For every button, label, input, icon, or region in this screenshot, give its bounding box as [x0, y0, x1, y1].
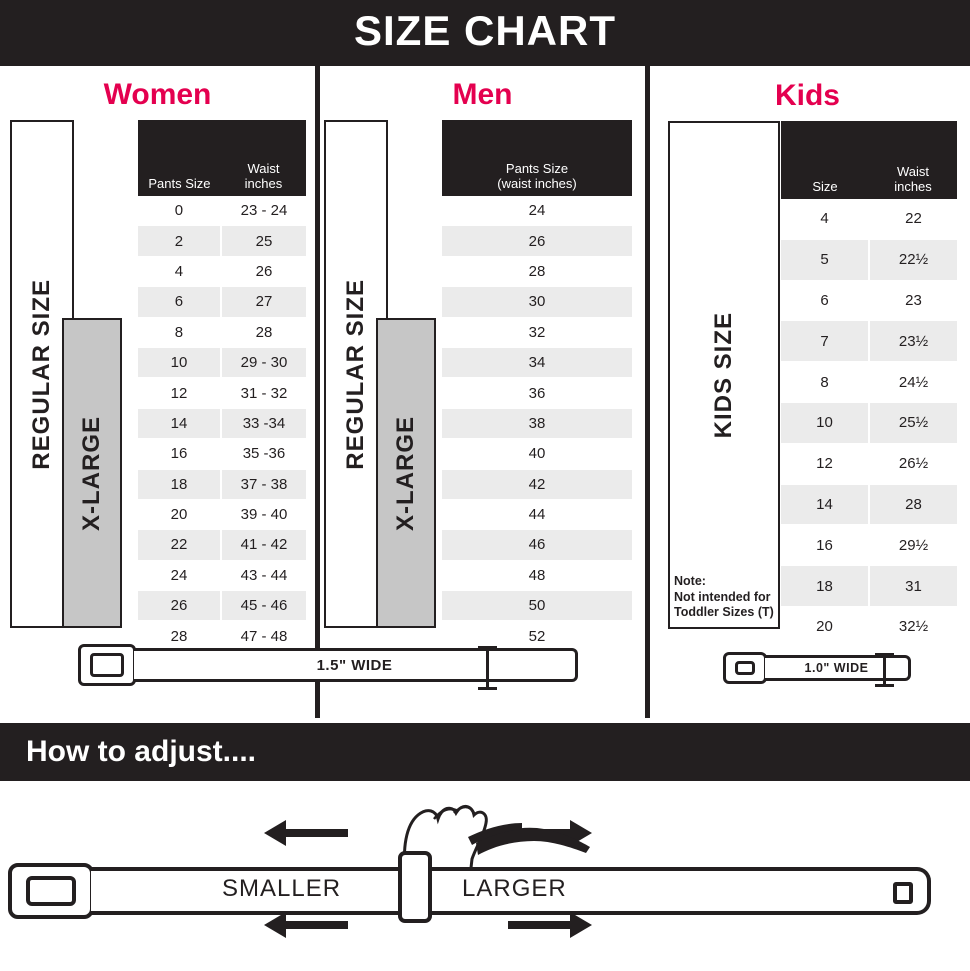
table-row [138, 256, 306, 286]
kids-belt-width-label: 1.0" WIDE [804, 661, 869, 675]
table-row [442, 256, 632, 286]
women-waist-3: 27 [221, 287, 306, 317]
women-table-body [138, 196, 306, 651]
men-size-13: 50 [442, 591, 632, 621]
table-row [442, 347, 632, 377]
men-size-10: 44 [442, 499, 632, 529]
kids-table-wrap [668, 121, 964, 636]
men-table-header-row [442, 120, 632, 196]
table-row [138, 499, 306, 529]
men-table-wrap [324, 120, 632, 645]
table-row [442, 226, 632, 256]
men-size-8: 40 [442, 439, 632, 469]
table-row [138, 347, 306, 377]
kids-waist-3: 23½ [869, 321, 957, 362]
kids-note [674, 574, 774, 621]
women-header-waist [221, 120, 306, 196]
women-size-10: 20 [138, 499, 221, 529]
women-header-waist-line2: inches [244, 176, 283, 192]
women-waist-0: 23 - 24 [221, 196, 306, 226]
men-size-11: 46 [442, 530, 632, 560]
table-row [138, 530, 306, 560]
kids-belt-buckle-icon [723, 652, 767, 684]
table-row [138, 591, 306, 621]
kids-size-text: KIDS SIZE [710, 311, 737, 439]
women-size-7: 14 [138, 408, 221, 438]
kids-size-3: 7 [781, 321, 869, 362]
women-waist-12: 43 - 44 [221, 560, 306, 590]
adult-belt-width-label: 1.5" WIDE [316, 656, 393, 674]
adjust-header [0, 718, 970, 781]
kids-size-10: 20 [781, 606, 869, 647]
women-size-14: 28 [138, 621, 221, 651]
women-size-5: 10 [138, 347, 221, 377]
men-size-3: 30 [442, 287, 632, 317]
women-size-8: 16 [138, 439, 221, 469]
men-header-pants-size [442, 120, 632, 196]
table-row [442, 196, 632, 226]
women-size-3: 6 [138, 287, 221, 317]
women-xlarge-label [62, 318, 122, 628]
women-size-2: 4 [138, 256, 221, 286]
table-row [781, 280, 957, 321]
kids-size-1: 5 [781, 239, 869, 280]
kids-waist-10: 32½ [869, 606, 957, 647]
kids-note-line3: Toddler Sizes (T) [674, 605, 774, 620]
women-size-table [138, 120, 306, 652]
table-row [442, 439, 632, 469]
men-table-body [442, 196, 632, 651]
women-waist-1: 25 [221, 226, 306, 256]
page-header [0, 0, 970, 66]
women-table-wrap [10, 120, 306, 645]
kids-size-4: 8 [781, 362, 869, 403]
men-size-table [442, 120, 632, 652]
women-waist-6: 31 - 32 [221, 378, 306, 408]
kids-table-body [781, 199, 957, 647]
table-row [442, 591, 632, 621]
kids-waist-4: 24½ [869, 362, 957, 403]
women-size-6: 12 [138, 378, 221, 408]
women-waist-2: 26 [221, 256, 306, 286]
women-size-4: 8 [138, 317, 221, 347]
table-row [781, 566, 957, 607]
kids-waist-0: 22 [869, 199, 957, 239]
women-size-1: 2 [138, 226, 221, 256]
table-row [442, 317, 632, 347]
men-column [320, 66, 650, 718]
kids-size-6: 12 [781, 443, 869, 484]
width-measure-icon [486, 646, 489, 690]
kids-belt-strap [765, 655, 911, 681]
women-regular-size-text: REGULAR SIZE [28, 278, 55, 470]
page-title: SIZE CHART [354, 7, 616, 54]
table-row [442, 560, 632, 590]
kids-header-waist [869, 121, 957, 199]
kids-waist-6: 26½ [869, 443, 957, 484]
belt-slider-handle[interactable] [398, 851, 432, 923]
table-row [138, 317, 306, 347]
kids-waist-5: 25½ [869, 402, 957, 443]
kids-waist-8: 29½ [869, 525, 957, 566]
table-row [781, 484, 957, 525]
men-size-6: 36 [442, 378, 632, 408]
arrow-left-top-icon [286, 829, 348, 837]
kids-belt-illustration [655, 636, 970, 706]
table-row [138, 196, 306, 226]
men-size-5: 34 [442, 347, 632, 377]
kids-waist-1: 22½ [869, 239, 957, 280]
kids-size-table [781, 121, 957, 648]
kids-table-header-row [781, 121, 957, 199]
women-waist-14: 47 - 48 [221, 621, 306, 651]
men-size-7: 38 [442, 408, 632, 438]
table-row [138, 560, 306, 590]
table-row [138, 226, 306, 256]
kids-size-7: 14 [781, 484, 869, 525]
women-title: Women [103, 78, 212, 111]
kids-size-8: 16 [781, 525, 869, 566]
men-size-4: 32 [442, 317, 632, 347]
men-header-line2: (waist inches) [497, 176, 577, 192]
kids-header-size: Size [781, 121, 869, 199]
men-xlarge-text: X-LARGE [392, 415, 419, 531]
table-row [138, 378, 306, 408]
women-waist-9: 37 - 38 [221, 469, 306, 499]
belt-buckle-icon [78, 644, 136, 686]
women-size-12: 24 [138, 560, 221, 590]
arrow-right-bottom-icon [508, 921, 570, 929]
table-row [442, 378, 632, 408]
adjust-title: How to adjust.... [26, 735, 256, 768]
men-size-9: 42 [442, 469, 632, 499]
women-waist-4: 28 [221, 317, 306, 347]
table-row [781, 443, 957, 484]
table-row [781, 239, 957, 280]
adult-belt-illustration [0, 636, 655, 706]
table-row [442, 499, 632, 529]
kids-column [650, 66, 965, 718]
men-size-0: 24 [442, 196, 632, 226]
kids-title: Kids [774, 79, 840, 112]
table-row [781, 362, 957, 403]
kids-size-5: 10 [781, 402, 869, 443]
women-size-0: 0 [138, 196, 221, 226]
kids-header-waist-line2: inches [894, 179, 932, 195]
kids-waist-2: 23 [869, 280, 957, 321]
adult-belt [78, 644, 578, 686]
kids-size-2: 6 [781, 280, 869, 321]
table-row [138, 469, 306, 499]
kids-waist-9: 31 [869, 566, 957, 607]
men-size-12: 48 [442, 560, 632, 590]
table-row [781, 402, 957, 443]
women-size-13: 26 [138, 591, 221, 621]
kids-note-line1: Note: [674, 574, 706, 589]
table-row [138, 408, 306, 438]
table-row [442, 469, 632, 499]
adjust-buckle-icon [8, 863, 94, 919]
larger-label: LARGER [462, 875, 567, 902]
women-waist-5: 29 - 30 [221, 347, 306, 377]
table-row [781, 525, 957, 566]
smaller-label: SMALLER [222, 875, 342, 902]
table-row [442, 287, 632, 317]
women-size-11: 22 [138, 530, 221, 560]
men-xlarge-label [376, 318, 436, 628]
women-column [0, 66, 320, 718]
kids-note-line2: Not intended for [674, 589, 771, 604]
arrow-left-bottom-icon [286, 921, 348, 929]
women-waist-7: 33 -34 [221, 408, 306, 438]
adjust-illustration [0, 781, 970, 965]
charts-container [0, 66, 970, 718]
women-waist-8: 35 -36 [221, 439, 306, 469]
men-size-2: 28 [442, 256, 632, 286]
table-row [442, 530, 632, 560]
table-row [781, 321, 957, 362]
women-table-header-row [138, 120, 306, 196]
men-size-1: 26 [442, 226, 632, 256]
women-waist-11: 41 - 42 [221, 530, 306, 560]
kids-header-waist-line1: Waist [896, 164, 930, 180]
table-row [138, 439, 306, 469]
kids-size-0: 4 [781, 199, 869, 239]
women-header-waist-line1: Waist [247, 161, 280, 177]
table-row [138, 287, 306, 317]
men-header-line1: Pants Size [505, 161, 569, 177]
men-regular-size-text: REGULAR SIZE [342, 278, 369, 470]
strap-end-icon [893, 882, 913, 904]
men-size-14: 52 [442, 621, 632, 651]
men-title: Men [452, 78, 513, 111]
kids-width-measure-icon [883, 653, 886, 687]
women-xlarge-text: X-LARGE [78, 415, 105, 531]
adult-belt-strap [134, 648, 578, 682]
table-row [781, 199, 957, 239]
women-header-pants-size: Pants Size [138, 120, 221, 196]
table-row [442, 408, 632, 438]
kids-waist-7: 28 [869, 484, 957, 525]
women-waist-10: 39 - 40 [221, 499, 306, 529]
kids-belt [723, 652, 911, 684]
kids-size-label [668, 121, 780, 629]
women-waist-13: 45 - 46 [221, 591, 306, 621]
kids-size-9: 18 [781, 566, 869, 607]
women-size-9: 18 [138, 469, 221, 499]
